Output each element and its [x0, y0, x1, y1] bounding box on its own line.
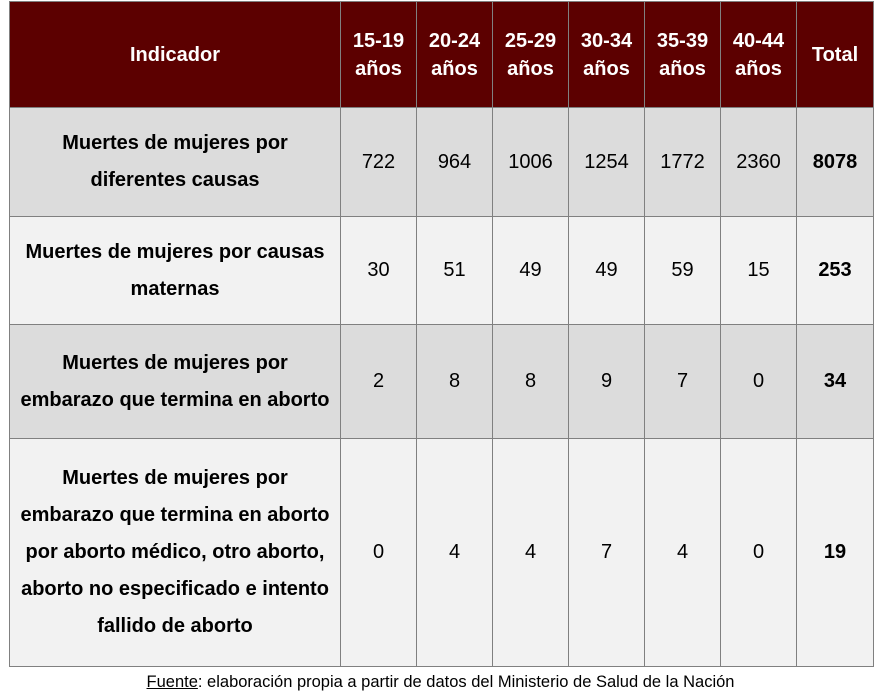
- value-cell: 4: [645, 439, 721, 667]
- value-cell: 964: [417, 108, 493, 217]
- total-cell: 34: [797, 325, 874, 439]
- value-cell: 4: [417, 439, 493, 667]
- table-row: [10, 325, 874, 439]
- mortality-table: [9, 1, 874, 667]
- value-cell: 8: [417, 325, 493, 439]
- header-age-40-44: 40-44 años: [721, 2, 797, 108]
- value-cell: 2360: [721, 108, 797, 217]
- value-cell: 7: [569, 439, 645, 667]
- header-row: [10, 2, 874, 108]
- value-cell: 51: [417, 217, 493, 325]
- value-cell: 1772: [645, 108, 721, 217]
- table-row: [10, 217, 874, 325]
- header-age-20-24: 20-24 años: [417, 2, 493, 108]
- table-row: [10, 108, 874, 217]
- header-age-15-19: 15-19 años: [341, 2, 417, 108]
- value-cell: 9: [569, 325, 645, 439]
- value-cell: 0: [341, 439, 417, 667]
- value-cell: 59: [645, 217, 721, 325]
- value-cell: 0: [721, 325, 797, 439]
- indicator-cell: Muertes de mujeres por causas maternas: [10, 217, 341, 325]
- value-cell: 722: [341, 108, 417, 217]
- value-cell: 1006: [493, 108, 569, 217]
- value-cell: 4: [493, 439, 569, 667]
- source-label: Fuente: [146, 673, 198, 691]
- header-age-35-39: 35-39 años: [645, 2, 721, 108]
- value-cell: 0: [721, 439, 797, 667]
- indicator-cell: Muertes de mujeres por diferentes causas: [10, 108, 341, 217]
- header-total: Total: [797, 2, 874, 108]
- value-cell: 49: [493, 217, 569, 325]
- total-cell: 8078: [797, 108, 874, 217]
- header-age-25-29: 25-29 años: [493, 2, 569, 108]
- value-cell: 7: [645, 325, 721, 439]
- header-indicador: Indicador: [10, 2, 341, 108]
- indicator-cell: Muertes de mujeres por embarazo que termina en aborto por aborto médico, otro aborto, aborto no especificado e intento fallido de aborto: [10, 439, 341, 667]
- source-note: [0, 672, 881, 692]
- value-cell: 1254: [569, 108, 645, 217]
- total-cell: 253: [797, 217, 874, 325]
- header-age-30-34: 30-34 años: [569, 2, 645, 108]
- value-cell: 30: [341, 217, 417, 325]
- table-row: [10, 439, 874, 667]
- value-cell: 49: [569, 217, 645, 325]
- indicator-cell: Muertes de mujeres por embarazo que termina en aborto: [10, 325, 341, 439]
- value-cell: 15: [721, 217, 797, 325]
- total-cell: 19: [797, 439, 874, 667]
- source-text: : elaboración propia a partir de datos del Ministerio de Salud de la Nación: [197, 673, 735, 691]
- value-cell: 8: [493, 325, 569, 439]
- value-cell: 2: [341, 325, 417, 439]
